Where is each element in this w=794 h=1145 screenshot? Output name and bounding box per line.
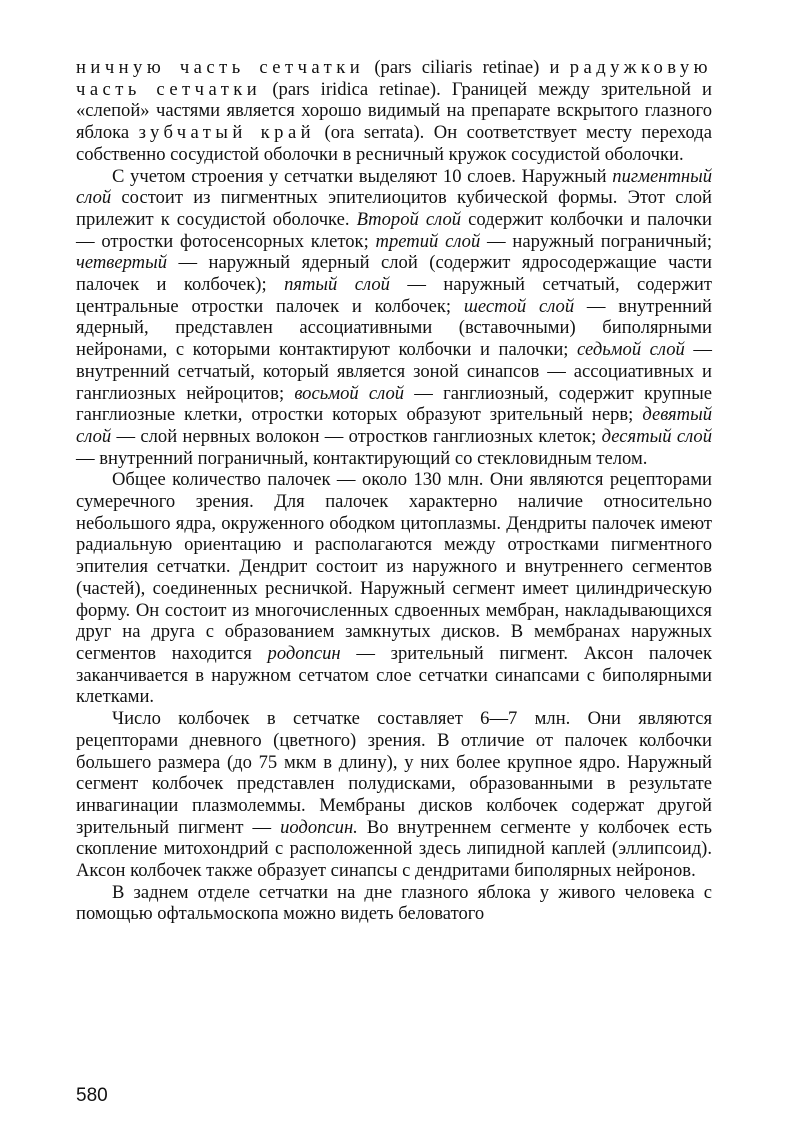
text-run: — внутренний сетчатый, который является зоной синапсов — ассоциативных и ганглиозных нейроцитов; [76,339,712,404]
italic-term: пятый слой [284,274,390,296]
spaced-term: ничную часть сетчатки [76,57,365,78]
text-run: — внутренний ядерный, представлен ассоциативными (вставочными) биполярными нейронами, с которыми контактируют колбочки и палочки; [76,295,712,361]
italic-term: седьмой слой [577,339,685,361]
text-run: — наружный пограничный; [480,230,713,252]
text-run: — внутренний пограничный, контактирующий со стекловидным телом. [76,447,648,469]
text-run: Число колбочек в сетчатке составляет 6—7 млн. Они являются рецепторами дневного (цветного) зрения. В отличие от палочек колбочки большего размера (до 75 мкм в длину), у них более крупное ядро. Наружный сегмент колбочек представлен полудисками, образованными в результате инвагинации плазмолеммы. Мембраны дисков колбочек содержат другой зрительный пигмент — [76,708,712,838]
paragraph-retina-layers [76,166,712,470]
text-run: содержит колбочки и палочки — отростки фотосенсорных клеток; [76,208,713,252]
text-run: — зрительный пигмент. Аксон палочек заканчивается в наружном сетчатом слое сетчатки синапсами с биполярными клетками. [76,642,712,708]
paragraph-cones [76,708,712,882]
text-run: состоит из пигментных эпителиоцитов кубической формы. Этот слой прилежит к сосудистой оболочке. [76,187,712,230]
paragraph-retina-parts [76,57,712,166]
text-run: В заднем отделе сетчатки на дне глазного яблока у живого человека с помощью офтальмоскопа можно видеть беловатого [76,881,712,925]
italic-term: иодопсин. [280,816,358,838]
spaced-term: зубчатый край [138,122,316,144]
italic-term: третий слой [375,230,481,252]
italic-term: четвертый [76,252,167,274]
page-number: 580 [76,1085,108,1106]
text-run: Общее количество палочек — около 130 млн. Они являются рецепторами сумеречного зрения. Для палочек характерно наличие относительно небольшого ядра, окруженного ободком цитоплазмы. Дендриты палочек имеют радиальную ориентацию и располагаются между отростками пигментного эпителия сетчатки. Дендрит состоит из наружного и внутреннего сегментов (частей), соединенных ресничкой. Наружный сегмент имеет цилиндрическую форму. Он состоит из многочисленных сдвоенных мембран, накладывающихся друг на друга с образованием замкнутых дисков. В мембранах наружных сегментов находится [76,469,712,664]
spaced-term: радужковую часть сетчатки [76,57,712,100]
paragraph-fundus [76,882,712,925]
text-run: С учетом строения у сетчатки выделяют 10 слоев. Наружный [112,165,613,187]
text-run: — наружный сетчатый, содержит центральные отростки палочек и колбочек; [76,274,712,317]
italic-term: девятый слой [76,404,712,447]
italic-term: шестой слой [463,295,575,317]
text-run: — слой нервных волокон — отростков ганглиозных клеток; [111,425,602,447]
text-run: — наружный ядерный слой (содержит ядросодержащие части палочек и колбочек); [76,252,712,296]
text-run: (pars iridica retinae). Границей между зрительной и «слепой» частями является хорошо видимый на препарате вскрытого глазного яблока [76,78,712,144]
italic-term: Второй слой [356,208,462,230]
text-run: Во внутреннем сегменте у колбочек есть скопление митохондрий с расположенной здесь липидной каплей (эллипсоид). Аксон колбочек также образует синапсы с дендритами биполярных нейронов. [76,816,712,882]
italic-term: пигментный слой [76,165,712,209]
italic-term: родопсин [267,642,341,664]
text-run: (pars ciliaris retinae) и [364,57,570,78]
italic-term: десятый слой [601,425,713,447]
page-body [76,57,712,925]
italic-term: восьмой слой [294,382,405,404]
text-run: — ганглиозный, содержит крупные ганглиозные клетки, отростки которых образуют зрительный нерв; [76,382,712,426]
paragraph-rods [76,469,712,708]
text-run: (ora serrata). Он соответствует месту перехода собственно сосудистой оболочки в ресничный кружок сосудистой оболочки. [76,122,712,165]
